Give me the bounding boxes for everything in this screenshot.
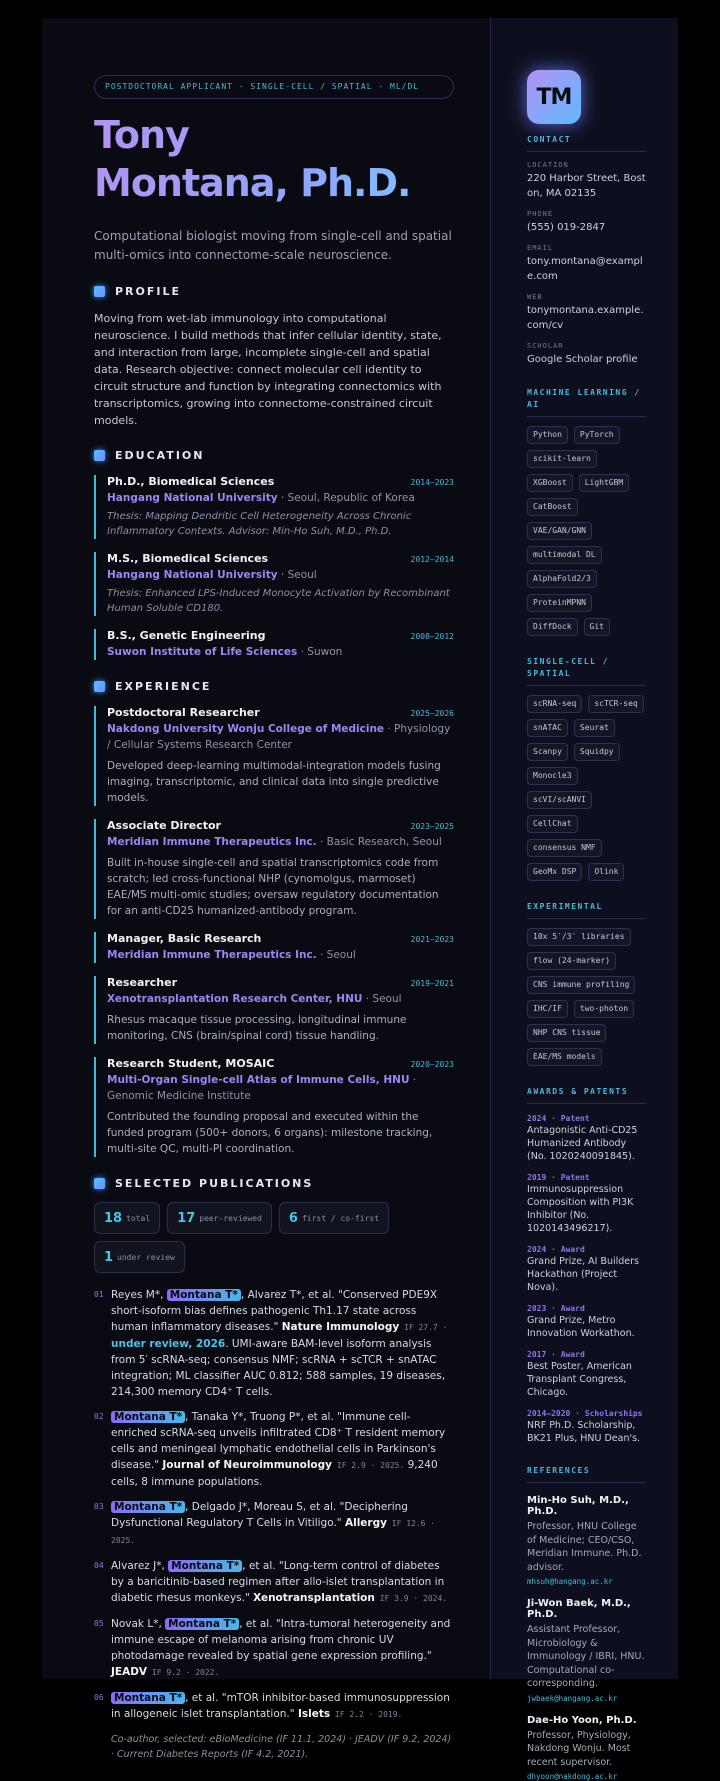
contact-label: PHONE <box>527 210 646 218</box>
entry-thesis: Thesis: Enhanced LPS-Induced Monocyte Activation by Recombinant Human Soluble CD180. <box>107 586 454 616</box>
award-heading: 2023 · Award <box>527 1303 646 1314</box>
self-author-highlight: Montana T* <box>165 1618 239 1630</box>
award-item <box>527 1172 646 1235</box>
organization-location: · Seoul <box>317 949 356 961</box>
education-heading <box>94 449 454 462</box>
award-heading: 2019 · Patent <box>527 1172 646 1183</box>
skill-chip: XGBoost <box>527 474 573 492</box>
award-item <box>527 1244 646 1294</box>
entry-organization <box>107 991 454 1007</box>
skill-chip: GeoMx DSP <box>527 863 582 881</box>
publication-text <box>111 1690 454 1723</box>
education-entry <box>94 552 454 616</box>
organization-location: · Physiology / Cellular Systems Research Center <box>107 723 450 751</box>
experience-heading <box>94 680 454 693</box>
publication-number: 03 <box>94 1499 111 1549</box>
reference-name: Min-Ho Suh, M.D., Ph.D. <box>527 1495 646 1517</box>
contact-value[interactable]: Google Scholar profile <box>527 352 646 367</box>
publication-list <box>94 1287 454 1723</box>
award-body: Grand Prize, Metro Innovation Workathon. <box>527 1314 646 1340</box>
stat-badge <box>279 1202 389 1234</box>
section-marker-icon <box>94 681 105 692</box>
skill-chip: NHP CNS tissue <box>527 1024 606 1042</box>
award-body: NRF Ph.D. Scholarship, BK21 Plus, HNU Dean's. <box>527 1419 646 1445</box>
stat-number: 1 <box>104 1250 113 1265</box>
publications-heading <box>94 1177 454 1190</box>
entry-organization <box>107 834 454 850</box>
organization-name: Xenotransplantation Research Center, HNU <box>107 993 362 1005</box>
stat-number: 18 <box>104 1211 122 1226</box>
publication-text <box>111 1409 454 1490</box>
first-name: Tony <box>94 111 454 159</box>
education-entry <box>94 629 454 660</box>
awards-title: AWARDS & PATENTS <box>527 1086 646 1104</box>
organization-location: · Seoul <box>362 993 401 1005</box>
reference-role: Assistant Professor, Microbiology & Immunology / IBRI, HNU. Computational co-corresponding. <box>527 1623 646 1691</box>
publication-number: 01 <box>94 1287 111 1400</box>
skill-chip: Monocle3 <box>527 767 578 785</box>
entry-title: Ph.D., Biomedical Sciences <box>107 475 274 488</box>
organization-name: Hangang National University <box>107 492 278 504</box>
intro-text: Computational biologist moving from single-cell and spatial multi-omics into connectome-scale neuroscience. <box>94 227 454 265</box>
organization-location: · Basic Research, Seoul <box>317 836 442 848</box>
section-marker-icon <box>94 1178 105 1189</box>
entry-header <box>107 1057 454 1070</box>
experience-entry <box>94 976 454 1044</box>
publication-item <box>94 1287 454 1400</box>
publication-details: . UMI-aware BAM-level isoform analysis from 5′ scRNA-seq; consensus NMF; scRNA + scTCR + snATAC integration; ML classifier AUC 0.812; 588 samples, 19 diseases, 214,300 memory CD4⁺ T cells. <box>111 1338 445 1398</box>
entry-dates: 2025–2026 <box>411 709 454 718</box>
organization-location: · Seoul <box>278 569 317 581</box>
entry-dates: 2008–2012 <box>411 632 454 641</box>
section-marker-icon <box>94 286 105 297</box>
contact-title: CONTACT <box>527 134 646 152</box>
skill-chip: scRNA-seq <box>527 695 582 713</box>
entry-dates: 2020–2023 <box>411 1060 454 1069</box>
experience-entry <box>94 706 454 806</box>
references-title: REFERENCES <box>527 1465 646 1483</box>
entry-header <box>107 932 454 945</box>
award-item <box>527 1408 646 1445</box>
monogram-logo: TM <box>527 70 581 124</box>
journal-name: Islets <box>298 1708 330 1720</box>
contact-label: WEB <box>527 293 646 301</box>
entry-organization <box>107 567 454 583</box>
entry-title: Research Student, MOSAIC <box>107 1057 274 1070</box>
entry-dates: 2012–2014 <box>411 555 454 564</box>
contact-label: EMAIL <box>527 244 646 252</box>
entry-header <box>107 552 454 565</box>
name-heading <box>94 111 454 207</box>
stat-badge <box>94 1202 160 1234</box>
impact-factor: IF 9.2 · 2022. <box>147 1668 219 1677</box>
contact-value[interactable]: tonymontana.example.com/cv <box>527 303 646 333</box>
reference-item <box>527 1715 646 1781</box>
entry-header <box>107 819 454 832</box>
award-body: Immunosuppression Composition with PI3K Inhibitor (No. 1020143496217). <box>527 1183 646 1235</box>
contact-value: 220 Harbor Street, Boston, MA 02135 <box>527 171 646 201</box>
main-column <box>94 74 454 1762</box>
publication-text <box>111 1287 454 1400</box>
authors-before: Alvarez J*, <box>111 1560 168 1572</box>
entry-title: B.S., Genetic Engineering <box>107 629 265 642</box>
impact-factor: IF 2.9 · 2025. <box>332 1461 404 1470</box>
skill-chip: multimodal DL <box>527 546 602 564</box>
experience-entry <box>94 932 454 963</box>
skill-chip: scTCR-seq <box>588 695 643 713</box>
reference-email[interactable]: mhsuh@hangang.ac.kr <box>527 1577 646 1586</box>
stat-number: 17 <box>177 1211 195 1226</box>
ml-chips <box>527 426 646 636</box>
entry-organization <box>107 644 454 660</box>
entry-organization <box>107 490 454 506</box>
contact-label: SCHOLAR <box>527 342 646 350</box>
skill-chip: VAE/GAN/GNN <box>527 522 592 540</box>
profile-heading <box>94 285 454 298</box>
skill-chip: CellChat <box>527 815 578 833</box>
reference-email[interactable]: jwbaek@hangang.ac.kr <box>527 1694 646 1703</box>
publication-item <box>94 1616 454 1681</box>
entry-dates: 2019–2021 <box>411 979 454 988</box>
citation-title: , et al. "Intra-tumoral heterogeneity and immune escape of melanoma arising from chronic UV photodamage revealed by spatial gene expression profiling." <box>111 1618 450 1662</box>
stat-badge <box>167 1202 272 1234</box>
section-title: PROFILE <box>115 285 181 298</box>
skill-chip: Python <box>527 426 568 444</box>
reference-name: Dae-Ho Yoon, Ph.D. <box>527 1715 646 1726</box>
stat-label: under review <box>117 1253 175 1262</box>
organization-location: · Suwon <box>297 646 342 658</box>
skill-chip: Squidpy <box>574 743 620 761</box>
citation-title: , Delgado J*, Moreau S, et al. "Deciphering Dysfunctional Regulatory T Cells in Vitiligo." <box>111 1501 408 1529</box>
awards-list <box>527 1113 646 1445</box>
contact-list <box>527 161 646 367</box>
publication-item <box>94 1558 454 1607</box>
impact-factor: IF 27.7 · <box>399 1323 447 1332</box>
organization-name: Meridian Immune Therapeutics Inc. <box>107 836 317 848</box>
publication-text <box>111 1616 454 1681</box>
publication-stats <box>94 1202 454 1273</box>
sc-title: SINGLE-CELL / SPATIAL <box>527 656 646 686</box>
self-author-highlight: Montana T* <box>111 1501 185 1513</box>
publication-number: 02 <box>94 1409 111 1490</box>
sidebar <box>490 18 678 1679</box>
tagline: POSTDOCTORAL APPLICANT · SINGLE-CELL / SPATIAL · ML/DL <box>94 75 454 99</box>
section-title: SELECTED PUBLICATIONS <box>115 1177 313 1190</box>
reference-name: Ji-Won Baek, M.D., Ph.D. <box>527 1598 646 1620</box>
impact-factor: IF 2.2 · 2019. <box>330 1710 402 1719</box>
organization-location: · Seoul, Republic of Korea <box>278 492 415 504</box>
award-item <box>527 1349 646 1399</box>
journal-name: Allergy <box>345 1517 387 1529</box>
entry-title: Manager, Basic Research <box>107 932 261 945</box>
skill-chip: Olink <box>588 863 624 881</box>
award-body: Best Poster, American Transplant Congress, Chicago. <box>527 1360 646 1399</box>
publication-note: Co-author, selected: eBioMedicine (IF 11.1, 2024) · JEADV (IF 9.2, 2024) · Current Diabetes Reports (IF 4.2, 2021). <box>111 1732 454 1762</box>
entry-description: Developed deep-learning multimodal-integration models fusing imaging, transcriptomic, and clinical data into single predictive models. <box>107 758 454 806</box>
stat-number: 6 <box>289 1211 298 1226</box>
publication-item <box>94 1499 454 1549</box>
skill-chip: ProteinMPNN <box>527 594 592 612</box>
skill-chip: 10x 5′/3′ libraries <box>527 928 631 946</box>
skill-chip: flow (24-marker) <box>527 952 616 970</box>
award-body: Grand Prize, AI Builders Hackathon (Project Nova). <box>527 1255 646 1294</box>
award-heading: 2014–2020 · Scholarships <box>527 1408 646 1419</box>
publication-number: 04 <box>94 1558 111 1607</box>
skill-chip: two-photon <box>574 1000 634 1018</box>
entry-header <box>107 475 454 488</box>
stat-label: peer-reviewed <box>199 1214 262 1223</box>
skill-chip: snATAC <box>527 719 568 737</box>
entry-header <box>107 706 454 719</box>
publication-details: 9,240 cells, 8 immune populations. <box>111 1459 438 1488</box>
organization-name: Suwon Institute of Life Sciences <box>107 646 297 658</box>
self-author-highlight: Montana T* <box>167 1289 241 1301</box>
reference-role: Professor, Physiology, Nakdong Wonju. Most recent supervisor. <box>527 1729 646 1770</box>
section-title: EDUCATION <box>115 449 204 462</box>
organization-name: Multi-Organ Single-cell Atlas of Immune Cells, HNU <box>107 1074 409 1086</box>
skill-chip: scVI/scANVI <box>527 791 592 809</box>
award-heading: 2024 · Award <box>527 1244 646 1255</box>
publication-number: 06 <box>94 1690 111 1723</box>
journal-name: Nature Immunology <box>282 1321 399 1333</box>
impact-factor: IF 12.6 · 2025. <box>111 1519 435 1545</box>
education-list <box>94 475 454 660</box>
organization-name: Meridian Immune Therapeutics Inc. <box>107 949 317 961</box>
skill-chip: EAE/MS models <box>527 1048 602 1066</box>
skill-chip: consensus NMF <box>527 839 602 857</box>
skill-chip: PyTorch <box>574 426 620 444</box>
skill-chip: scikit-learn <box>527 450 597 468</box>
experience-entry <box>94 819 454 919</box>
authors-before: Novak L*, <box>111 1618 165 1630</box>
award-item <box>527 1113 646 1163</box>
last-name: Montana, Ph.D. <box>94 159 454 207</box>
experience-entry <box>94 1057 454 1157</box>
experimental-chips <box>527 928 646 1066</box>
stat-label: first / co-first <box>302 1214 379 1223</box>
organization-name: Hangang National University <box>107 569 278 581</box>
skill-chip: DiffDock <box>527 618 578 636</box>
entry-header <box>107 976 454 989</box>
self-author-highlight: Montana T* <box>168 1560 242 1572</box>
reference-item <box>527 1598 646 1703</box>
skill-chip: LightGBM <box>579 474 630 492</box>
award-body: Antagonistic Anti-CD25 Humanized Antibody (No. 1020240091845). <box>527 1124 646 1163</box>
entry-description: Contributed the founding proposal and executed within the funded program (500+ donors, 6 organs): milestone tracking, multi-site QC, multi-PI coordination. <box>107 1109 454 1157</box>
authors-before: Reyes M*, <box>111 1289 167 1301</box>
publication-text <box>111 1558 454 1607</box>
skill-chip: CNS immune profiling <box>527 976 635 994</box>
entry-organization <box>107 721 454 753</box>
journal-name: Journal of Neuroimmunology <box>162 1459 332 1471</box>
entry-title: Associate Director <box>107 819 221 832</box>
entry-dates: 2021–2023 <box>411 935 454 944</box>
stat-badge <box>94 1241 185 1273</box>
entry-organization <box>107 947 454 963</box>
profile-text: Moving from wet-lab immunology into computational neuroscience. I build methods that infer cellular identity, state, and interaction from large, incomplete single-cell and spatial data. Research objective: connect molecular cell identity to circuit structure and function by integrating connectomics with transcriptomics, growing into connectome-constrained circuit models. <box>94 310 454 429</box>
publication-item <box>94 1409 454 1490</box>
self-author-highlight: Montana T* <box>111 1411 185 1423</box>
ml-title: MACHINE LEARNING / AI <box>527 387 646 417</box>
award-item <box>527 1303 646 1340</box>
exp-title: EXPERIMENTAL <box>527 901 646 919</box>
publication-item <box>94 1690 454 1723</box>
contact-value: (555) 019-2847 <box>527 220 646 235</box>
references-list <box>527 1495 646 1781</box>
reference-email[interactable]: dhyoon@nakdong.ac.kr <box>527 1772 646 1781</box>
education-entry <box>94 475 454 539</box>
skill-chip: CatBoost <box>527 498 578 516</box>
entry-title: M.S., Biomedical Sciences <box>107 552 268 565</box>
entry-thesis: Thesis: Mapping Dendritic Cell Heterogeneity Across Chronic Inflammatory Contexts. Advisor: Min-Ho Suh, M.D., Ph.D. <box>107 509 454 539</box>
citation-title: , Alvarez T*, et al. "Conserved PDE9X short-isoform bias defines pathogenic Th1.17 state across human inflammatory diseases." <box>111 1289 437 1333</box>
skill-chip: Git <box>584 618 610 636</box>
entry-dates: 2023–2025 <box>411 822 454 831</box>
entry-description: Built in-house single-cell and spatial transcriptomics code from scratch; led cross-functional NHP (cynomolgus, marmoset) EAE/MS multi-omic studies; oversaw regulatory documentation for an anti-CD25 humanized-antibody program. <box>107 855 454 919</box>
journal-name: JEADV <box>111 1666 147 1678</box>
organization-location: · Genomic Medicine Institute <box>107 1074 416 1102</box>
skill-chip: IHC/IF <box>527 1000 568 1018</box>
self-author-highlight: Montana T* <box>111 1692 185 1704</box>
section-marker-icon <box>94 450 105 461</box>
entry-header <box>107 629 454 642</box>
experience-list <box>94 706 454 1157</box>
skill-chip: Seurat <box>574 719 615 737</box>
reference-item <box>527 1495 646 1586</box>
stat-label: total <box>126 1214 150 1223</box>
review-status: under review, 2026 <box>111 1338 225 1350</box>
award-heading: 2017 · Award <box>527 1349 646 1360</box>
section-title: EXPERIENCE <box>115 680 211 693</box>
impact-factor: IF 3.9 · 2024. <box>375 1594 447 1603</box>
contact-value[interactable]: tony.montana@example.com <box>527 254 646 284</box>
publication-text <box>111 1499 454 1549</box>
entry-dates: 2014–2023 <box>411 478 454 487</box>
skill-chip: Scanpy <box>527 743 568 761</box>
entry-title: Researcher <box>107 976 177 989</box>
skill-chip: AlphaFold2/3 <box>527 570 597 588</box>
sc-chips <box>527 695 646 881</box>
citation-title: , et al. "Long-term control of diabetes by a baricitinib-based regimen after allo-islet transplantation in diabetic rhesus monkeys." <box>111 1560 444 1604</box>
publication-number: 05 <box>94 1616 111 1681</box>
reference-role: Professor, HNU College of Medicine; CEO/CSO, Meridian Immune. Ph.D. advisor. <box>527 1520 646 1574</box>
organization-name: Nakdong University Wonju College of Medicine <box>107 723 384 735</box>
entry-organization <box>107 1072 454 1104</box>
contact-label: LOCATION <box>527 161 646 169</box>
entry-title: Postdoctoral Researcher <box>107 706 260 719</box>
citation-title: , et al. "mTOR inhibitor-based immunosuppression in allogeneic islet transplantation." <box>111 1692 450 1720</box>
entry-description: Rhesus macaque tissue processing, longitudinal immune monitoring, CNS (brain/spinal cord) tissue handling. <box>107 1012 454 1044</box>
journal-name: Xenotransplantation <box>253 1592 375 1604</box>
award-heading: 2024 · Patent <box>527 1113 646 1124</box>
citation-title: , Tanaka Y*, Truong P*, et al. "Immune cell-enriched scRNA-seq unveils infiltrated CD8⁺ T resident memory cells and meningeal lymphatic endothelial cells in Parkinson's disease." <box>111 1411 445 1471</box>
